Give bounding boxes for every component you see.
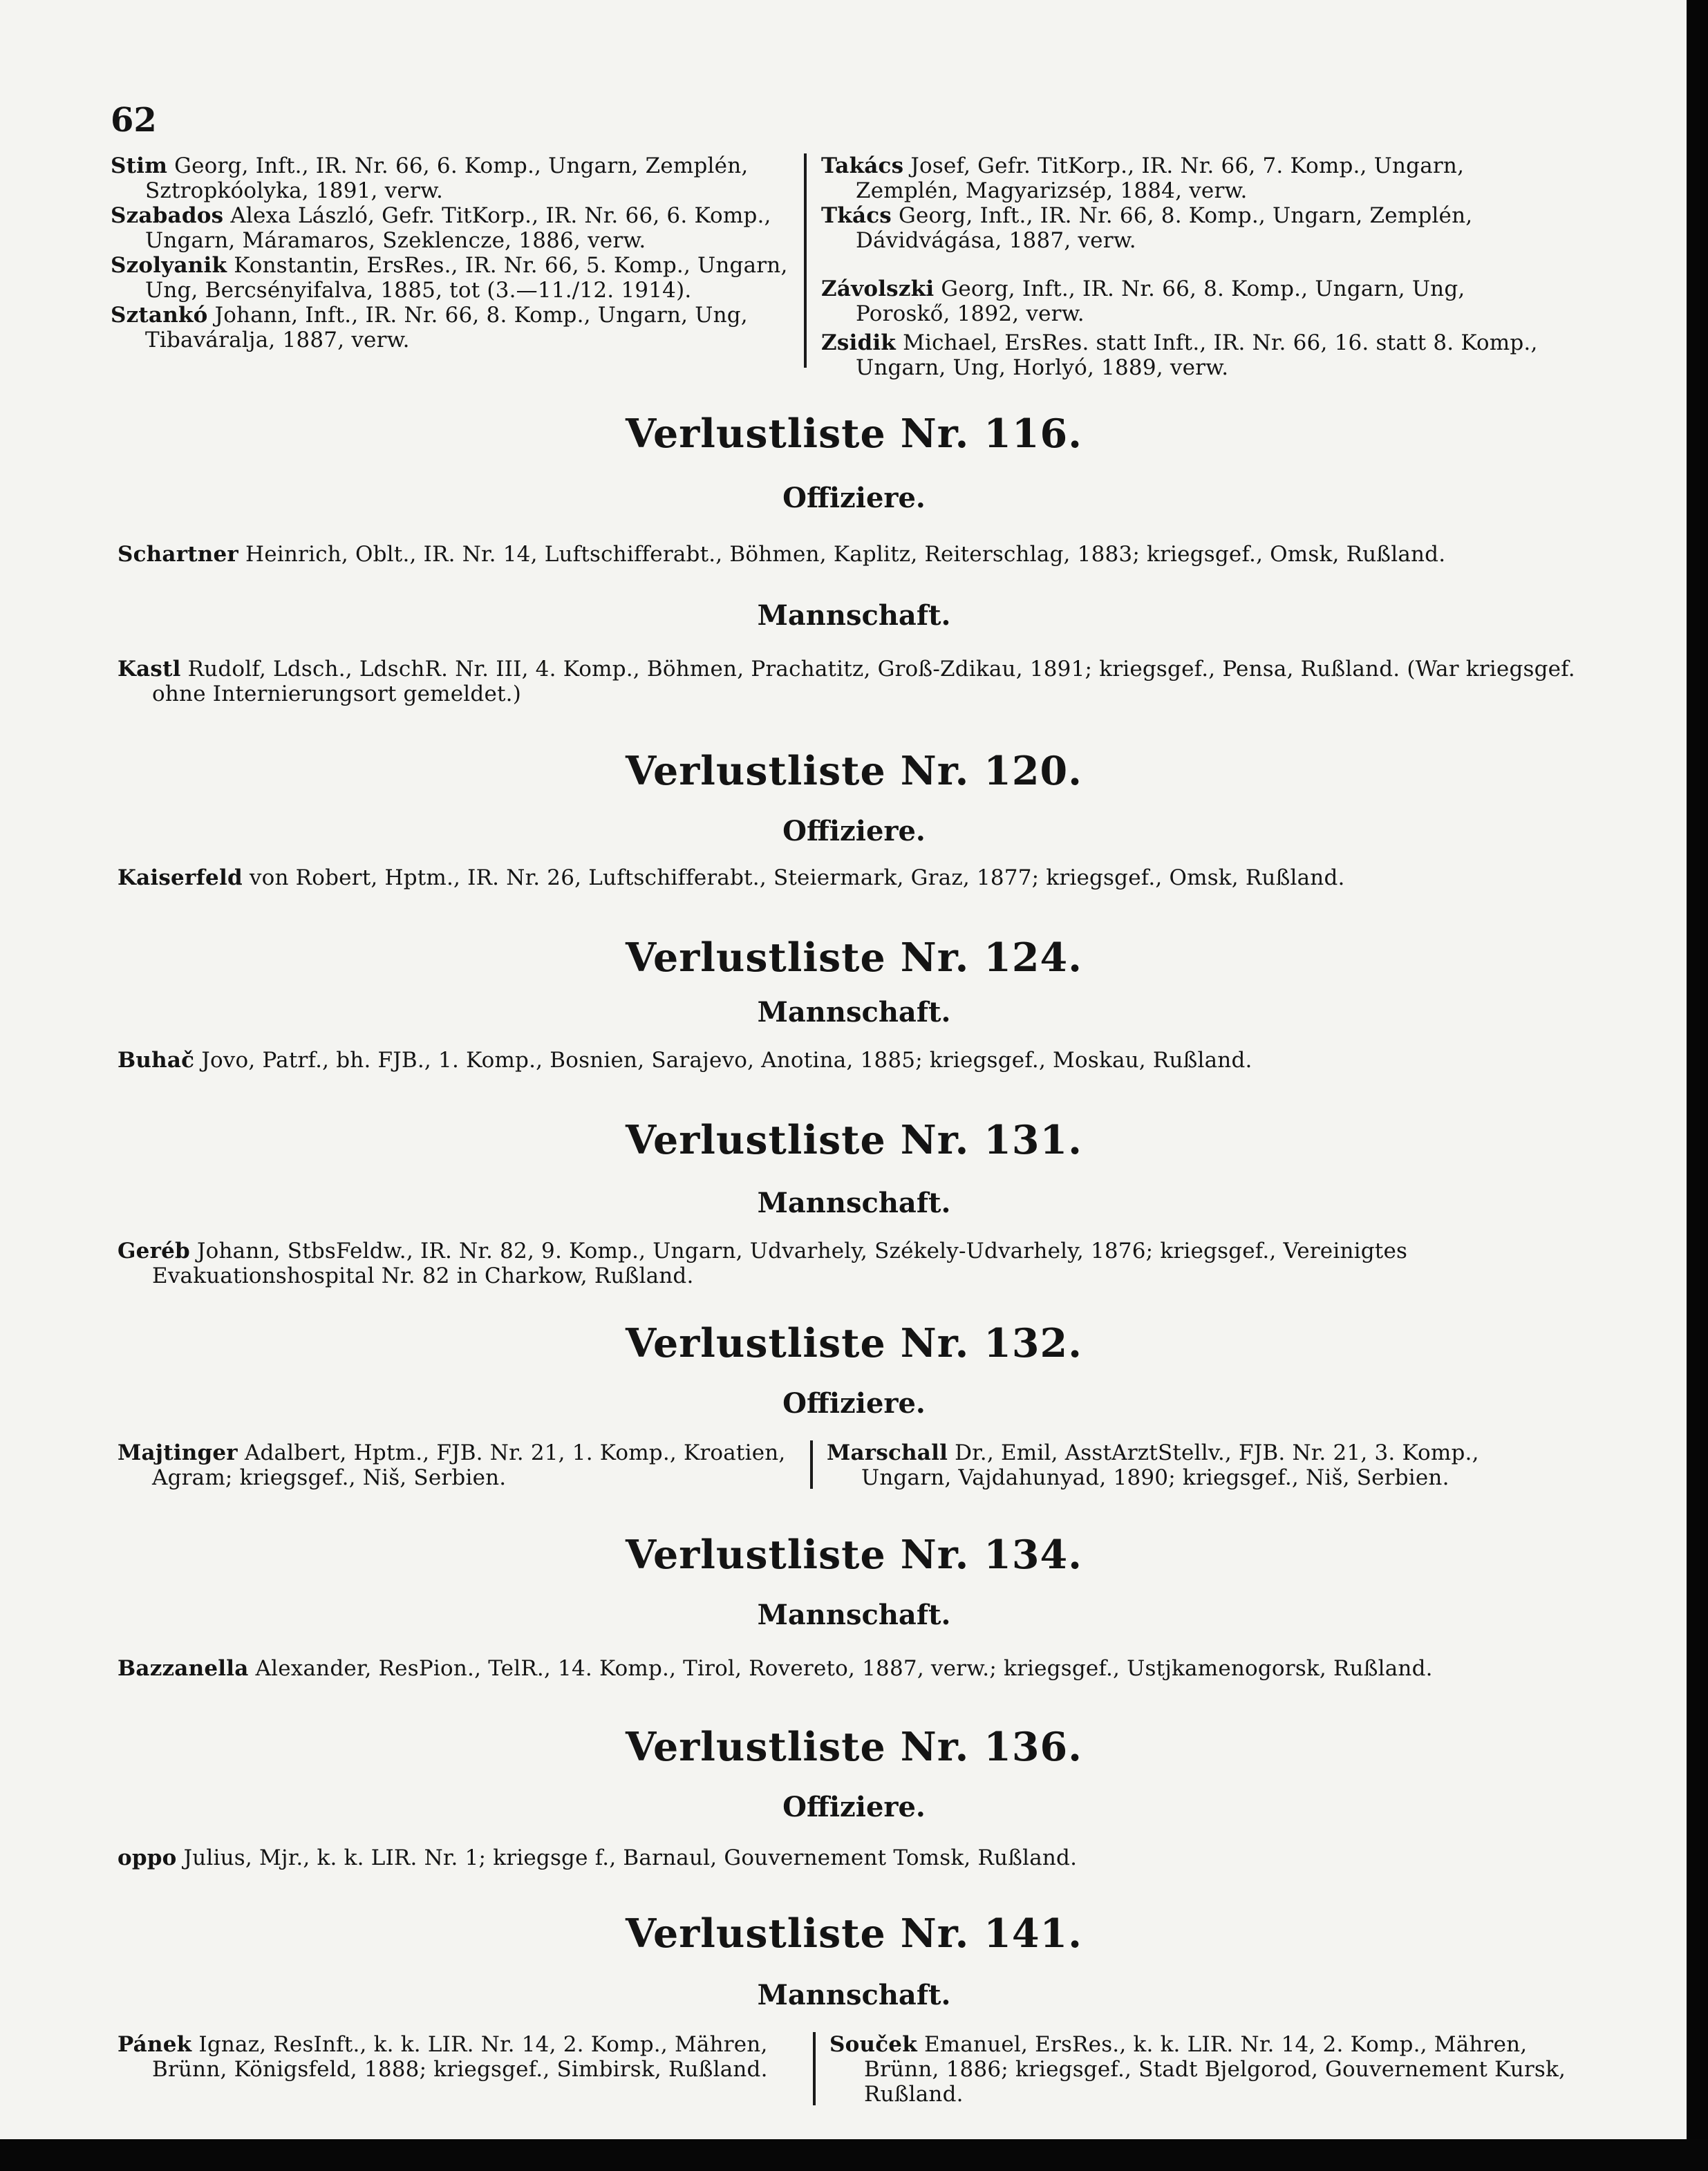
section-heading: Verlustliste Nr. 136. bbox=[625, 1724, 1083, 1770]
group-label: Offiziere. bbox=[782, 815, 926, 847]
column-divider bbox=[804, 153, 807, 368]
list-entry: Szabados Alexa László, Gefr. TitKorp., IR. Nr. 66, 6. Komp., Ungarn, Máramaros, Szeklencze, 1886, verw. bbox=[111, 203, 771, 253]
list-entry: Geréb Johann, StbsFeldw., IR. Nr. 82, 9. Komp., Ungarn, Udvarhely, Székely-Udvarhely, 1876; kriegsgef., Vereinigtes Evakuationshospital Nr. 82 in Charkow, Rußland. bbox=[118, 1239, 1408, 1288]
section-heading: Verlustliste Nr. 131. bbox=[625, 1117, 1083, 1163]
list-entry: Bazzanella Alexander, ResPion., TelR., 14. Komp., Tirol, Rovereto, 1887, verw.; kriegsgef., Ustjkamenogorsk, Rußland. bbox=[118, 1656, 1433, 1681]
group-label: Mannschaft. bbox=[757, 1979, 951, 2011]
column-divider bbox=[813, 2032, 816, 2105]
list-entry: Závolszki Georg, Inft., IR. Nr. 66, 8. Komp., Ungarn, Ung, Poroskő, 1892, verw. bbox=[821, 276, 1465, 326]
scan-border-right bbox=[1687, 0, 1708, 2171]
section-heading: Verlustliste Nr. 141. bbox=[625, 1910, 1083, 1957]
list-entry: Buhač Jovo, Patrf., bh. FJB., 1. Komp., Bosnien, Sarajevo, Anotina, 1885; kriegsgef., Moskau, Rußland. bbox=[118, 1048, 1252, 1073]
group-label: Offiziere. bbox=[782, 482, 926, 514]
list-entry: Kastl Rudolf, Ldsch., LdschR. Nr. III, 4. Komp., Böhmen, Prachatitz, Groß-Zdikau, 1891; kriegsgef., Pensa, Rußland. (War kriegsgef. ohne Internierungsort gemeldet.) bbox=[118, 657, 1575, 706]
scan-border-bottom bbox=[0, 2139, 1708, 2171]
section-heading: Verlustliste Nr. 120. bbox=[625, 748, 1083, 794]
list-entry: Szolyanik Konstantin, ErsRes., IR. Nr. 66, 5. Komp., Ungarn, Ung, Bercsényifalva, 1885, tot (3.—11./12. 1914). bbox=[111, 253, 788, 303]
list-entry: Zsidik Michael, ErsRes. statt Inft., IR. Nr. 66, 16. statt 8. Komp., Ungarn, Ung, Horlyó, 1889, verw. bbox=[821, 330, 1538, 380]
list-entry: Kaiserfeld von Robert, Hptm., IR. Nr. 26, Luftschifferabt., Steiermark, Graz, 1877; kriegsgef., Omsk, Rußland. bbox=[118, 865, 1345, 890]
list-entry: oppo Julius, Mjr., k. k. LIR. Nr. 1; kriegsge f., Barnaul, Gouvernement Tomsk, Rußland. bbox=[118, 1845, 1078, 1870]
list-entry: Tkács Georg, Inft., IR. Nr. 66, 8. Komp., Ungarn, Zemplén, Dávidvágása, 1887, verw. bbox=[821, 203, 1473, 253]
group-label: Mannschaft. bbox=[757, 599, 951, 632]
group-label: Mannschaft. bbox=[757, 1187, 951, 1219]
group-label: Offiziere. bbox=[782, 1387, 926, 1420]
list-entry: Sztankó Johann, Inft., IR. Nr. 66, 8. Komp., Ungarn, Ung, Tibaváralja, 1887, verw. bbox=[111, 303, 748, 353]
section-heading: Verlustliste Nr. 132. bbox=[625, 1320, 1083, 1366]
list-entry: Takács Josef, Gefr. TitKorp., IR. Nr. 66, 7. Komp., Ungarn, Zemplén, Magyarizsép, 1884, verw. bbox=[821, 153, 1465, 203]
list-entry: Marschall Dr., Emil, AsstArztStellv., FJB. Nr. 21, 3. Komp., Ungarn, Vajdahunyad, 1890; kriegsgef., Niš, Serbien. bbox=[827, 1440, 1479, 1490]
list-entry: Souček Emanuel, ErsRes., k. k. LIR. Nr. 14, 2. Komp., Mähren, Brünn, 1886; kriegsgef., Stadt Bjelgorod, Gouvernement Kursk, Rußland. bbox=[829, 2032, 1566, 2107]
page-number: 62 bbox=[111, 101, 157, 140]
group-label: Mannschaft. bbox=[757, 1599, 951, 1631]
section-heading: Verlustliste Nr. 124. bbox=[625, 934, 1083, 981]
list-entry: Majtinger Adalbert, Hptm., FJB. Nr. 21, 1. Komp., Kroatien, Agram; kriegsgef., Niš, Serbien. bbox=[118, 1440, 786, 1490]
list-entry: Schartner Heinrich, Oblt., IR. Nr. 14, Luftschifferabt., Böhmen, Kaplitz, Reiterschlag, 1883; kriegsgef., Omsk, Rußland. bbox=[118, 542, 1446, 567]
column-divider bbox=[810, 1440, 813, 1489]
section-heading: Verlustliste Nr. 134. bbox=[625, 1532, 1083, 1578]
list-entry: Pánek Ignaz, ResInft., k. k. LIR. Nr. 14, 2. Komp., Mähren, Brünn, Königsfeld, 1888; kriegsgef., Simbirsk, Rußland. bbox=[118, 2032, 768, 2082]
list-entry: Stim Georg, Inft., IR. Nr. 66, 6. Komp., Ungarn, Zemplén, Sztropkóolyka, 1891, verw. bbox=[111, 153, 749, 203]
group-label: Offiziere. bbox=[782, 1791, 926, 1823]
group-label: Mannschaft. bbox=[757, 996, 951, 1028]
section-heading: Verlustliste Nr. 116. bbox=[625, 411, 1083, 457]
